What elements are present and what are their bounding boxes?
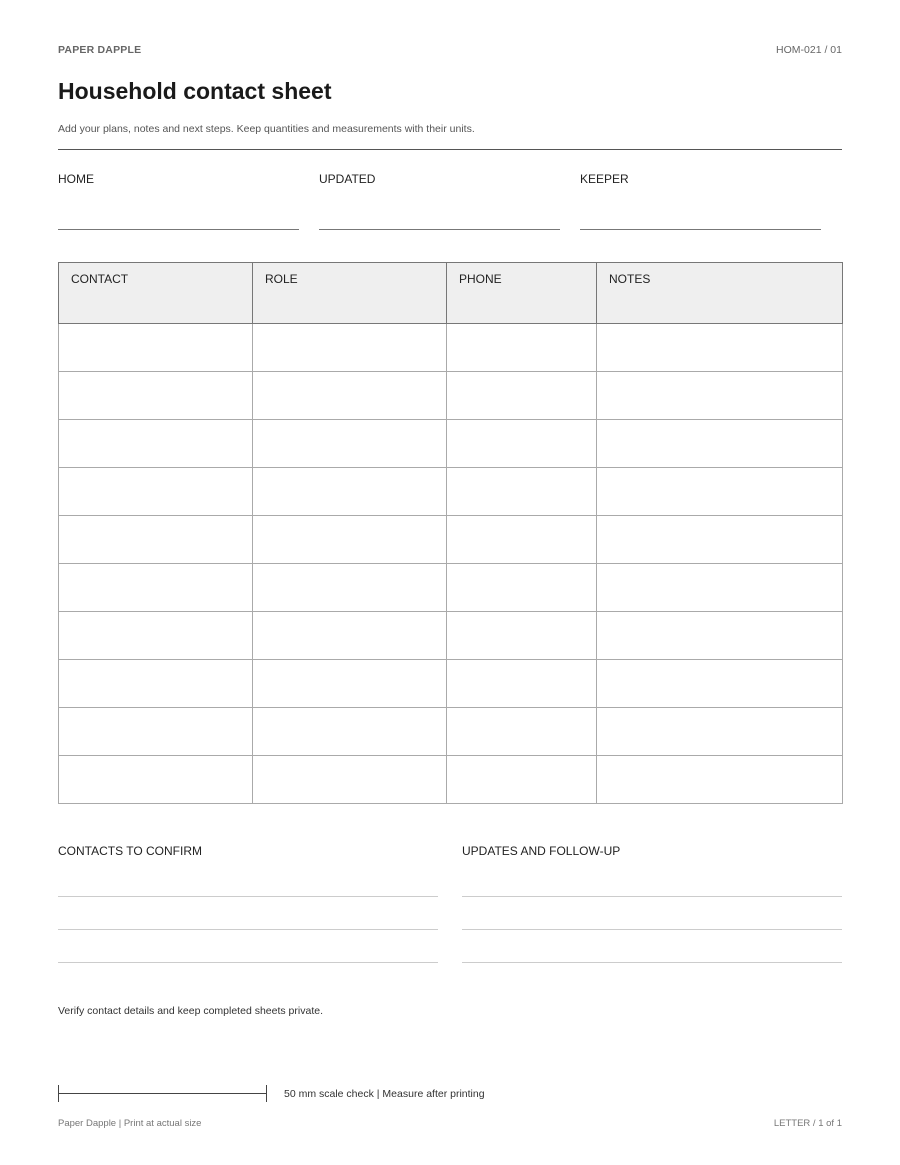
- footer-right: LETTER / 1 of 1: [773, 1118, 842, 1129]
- table-row: [59, 324, 843, 372]
- phone-cell[interactable]: [447, 420, 597, 468]
- contact-cell[interactable]: [59, 468, 253, 516]
- privacy-note: Verify contact details and keep completed sheets private.: [58, 1005, 323, 1017]
- column-header-phone: PHONE: [447, 263, 597, 324]
- column-header-role: ROLE: [253, 263, 447, 324]
- contact-cell[interactable]: [59, 708, 253, 756]
- contact-cell[interactable]: [59, 324, 253, 372]
- contact-cell[interactable]: [59, 564, 253, 612]
- role-cell[interactable]: [253, 660, 447, 708]
- table-row: [59, 612, 843, 660]
- writing-line[interactable]: [58, 896, 438, 897]
- notes-cell[interactable]: [597, 468, 843, 516]
- notes-cell[interactable]: [597, 324, 843, 372]
- table-row: [59, 372, 843, 420]
- contact-cell[interactable]: [59, 420, 253, 468]
- field-keeper-label: KEEPER: [580, 172, 629, 186]
- contact-cell[interactable]: [59, 516, 253, 564]
- table-row: [59, 660, 843, 708]
- notes-cell[interactable]: [597, 564, 843, 612]
- table-row: [59, 468, 843, 516]
- notes-cell[interactable]: [597, 708, 843, 756]
- page-subtitle: Add your plans, notes and next steps. Keep quantities and measurements with their units.: [58, 123, 475, 135]
- column-header-notes: NOTES: [597, 263, 843, 324]
- field-keeper: [580, 172, 821, 186]
- phone-cell[interactable]: [447, 516, 597, 564]
- writing-line[interactable]: [58, 962, 438, 963]
- notes-cell[interactable]: [597, 516, 843, 564]
- field-updated: [319, 172, 560, 186]
- table-row: [59, 564, 843, 612]
- phone-cell[interactable]: [447, 372, 597, 420]
- writing-line[interactable]: [462, 962, 842, 963]
- phone-cell[interactable]: [447, 324, 597, 372]
- scale-line: [58, 1093, 267, 1094]
- contacts-to-confirm-title: CONTACTS TO CONFIRM: [58, 844, 202, 858]
- title-divider: [58, 149, 842, 150]
- notes-cell[interactable]: [597, 612, 843, 660]
- table-row: [59, 756, 843, 804]
- phone-cell[interactable]: [447, 468, 597, 516]
- updates-follow-up-title: UPDATES AND FOLLOW-UP: [462, 844, 621, 858]
- writing-line[interactable]: [462, 929, 842, 930]
- phone-cell[interactable]: [447, 612, 597, 660]
- document-id: HOM-021 / 01: [776, 44, 842, 56]
- field-updated-line[interactable]: [319, 229, 560, 230]
- field-updated-label: UPDATED: [319, 172, 376, 186]
- table-row: [59, 708, 843, 756]
- role-cell[interactable]: [253, 468, 447, 516]
- table-header-row: [59, 263, 843, 324]
- scale-tick-end: [266, 1085, 267, 1102]
- role-cell[interactable]: [253, 516, 447, 564]
- table-row: [59, 420, 843, 468]
- contacts-to-confirm-section: [58, 844, 438, 858]
- updates-follow-up-section: [462, 844, 842, 858]
- scale-label: 50 mm scale check | Measure after printing: [284, 1088, 485, 1100]
- contact-cell[interactable]: [59, 612, 253, 660]
- notes-cell[interactable]: [597, 372, 843, 420]
- phone-cell[interactable]: [447, 660, 597, 708]
- page-title: Household contact sheet: [58, 78, 332, 104]
- role-cell[interactable]: [253, 372, 447, 420]
- field-home-line[interactable]: [58, 229, 299, 230]
- role-cell[interactable]: [253, 612, 447, 660]
- phone-cell[interactable]: [447, 564, 597, 612]
- brand-name: PAPER DAPPLE: [58, 44, 142, 56]
- writing-line[interactable]: [462, 896, 842, 897]
- contact-table: [58, 262, 843, 804]
- notes-cell[interactable]: [597, 420, 843, 468]
- role-cell[interactable]: [253, 324, 447, 372]
- field-keeper-line[interactable]: [580, 229, 821, 230]
- scale-bar: [58, 1085, 268, 1102]
- field-home-label: HOME: [58, 172, 94, 186]
- contact-cell[interactable]: [59, 660, 253, 708]
- contact-cell[interactable]: [59, 372, 253, 420]
- role-cell[interactable]: [253, 756, 447, 804]
- role-cell[interactable]: [253, 708, 447, 756]
- phone-cell[interactable]: [447, 756, 597, 804]
- notes-cell[interactable]: [597, 756, 843, 804]
- table-row: [59, 516, 843, 564]
- writing-line[interactable]: [58, 929, 438, 930]
- role-cell[interactable]: [253, 564, 447, 612]
- contact-cell[interactable]: [59, 756, 253, 804]
- notes-cell[interactable]: [597, 660, 843, 708]
- role-cell[interactable]: [253, 420, 447, 468]
- phone-cell[interactable]: [447, 708, 597, 756]
- footer-left: Paper Dapple | Print at actual size: [58, 1118, 202, 1129]
- column-header-contact: CONTACT: [59, 263, 253, 324]
- field-home: [58, 172, 299, 186]
